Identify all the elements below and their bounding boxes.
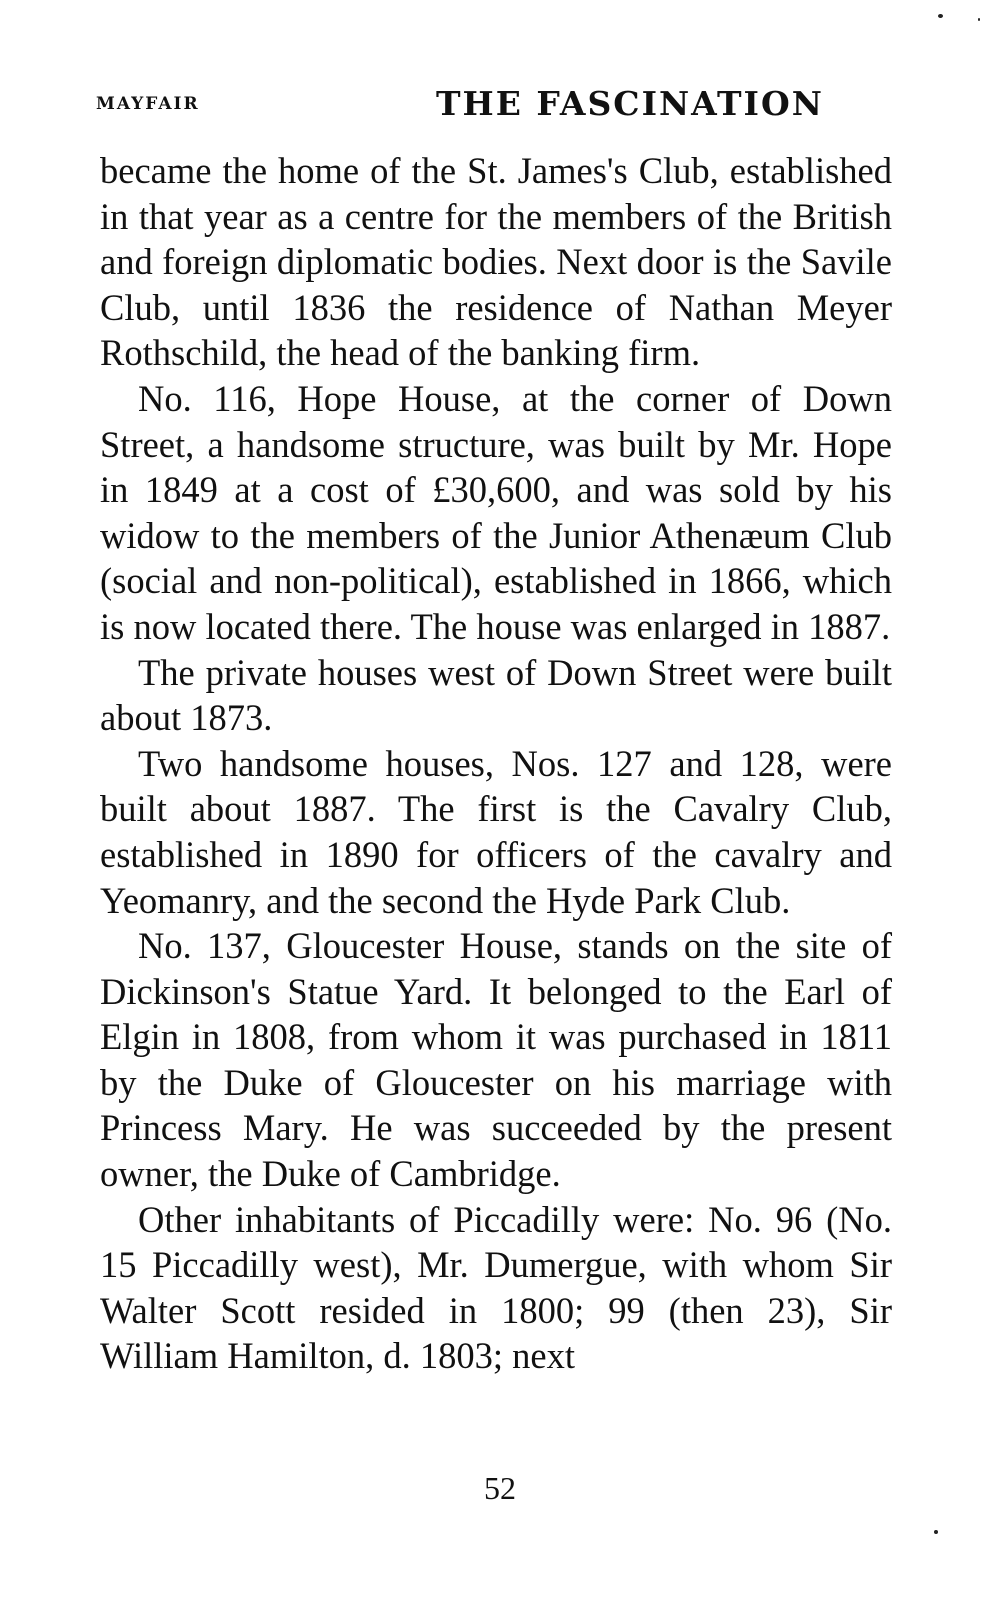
- paragraph-hope-house: No. 116, Hope House, at the corner of Down Street, a handsome structure, was built by Mr. Hope in 1849 at a cost of £30,600, and was sold by his widow to the members of the Junior Athenæum Club (social and non-political), established in 1866, which is now located there. The house was enlarged in 1887.: [100, 377, 892, 647]
- section-label: MAYFAIR: [96, 94, 200, 114]
- paragraph-gloucester-house: No. 137, Gloucester House, stands on the site of Dickinson's Statue Yard. It belonged to the Earl of Elgin in 1808, from whom it was purchased in 1811 by the Duke of Gloucester on his marriage with Princess Mary. He was succeeded by the present owner, the Duke of Cambridge.: [100, 925, 892, 1195]
- paragraph-continuation: became the home of the St. James's Club, established in that year as a centre for the members of the British and foreign diplomatic bodies. Next door is the Savile Club, until 1836 the residence of Nathan Meyer Rothschild, the head of the banking firm.: [100, 150, 892, 374]
- paragraph-private-houses: The private houses west of Down Street were built about 1873.: [100, 651, 892, 739]
- scan-speck: [934, 1530, 938, 1534]
- body-text: [100, 148, 892, 1379]
- running-head: [96, 84, 896, 128]
- paragraph-inhabitants: Other inhabitants of Piccadilly were: No. 96 (No. 15 Piccadilly west), Mr. Dumergue, with whom Sir Walter Scott resided in 1800; 99 (then 23), Sir William Hamilton, d. 1803; next: [100, 1198, 892, 1377]
- page-number: 52: [484, 1470, 516, 1506]
- book-title: THE FASCINATION: [436, 84, 824, 123]
- scan-speck: [938, 14, 943, 18]
- paragraph-cavalry-club: Two handsome houses, Nos. 127 and 128, were built about 1887. The first is the Cavalry Club, established in 1890 for officers of the cavalry and Yeomanry, and the second the Hyde Park Club.: [100, 742, 892, 921]
- scan-speck: [978, 18, 980, 21]
